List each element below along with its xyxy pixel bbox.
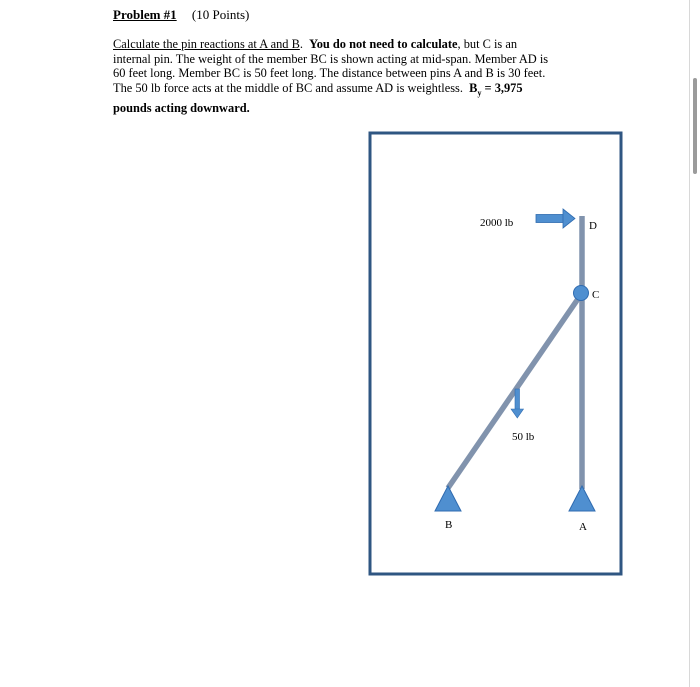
statement-line-5: pounds acting downward. <box>113 100 250 115</box>
label-point-a: A <box>579 521 587 533</box>
pin-c <box>574 286 589 301</box>
statement-line-2: internal pin. The weight of the member BC is shown acting at mid-span. Member AD is <box>113 51 549 66</box>
problem-points: (10 Points) <box>191 7 250 22</box>
horizontal-force-arrow <box>536 209 575 228</box>
statement-line-1: Calculate the pin reactions at A and B. You do not need to calculate, but C is an <box>113 37 518 51</box>
support-b <box>435 486 461 511</box>
statement-task: Calculate the pin reactions at A and B <box>113 37 300 51</box>
problem-statement <box>113 37 603 115</box>
statement-line-3: 60 feet long. Member BC is 50 feet long. The distance between pins A and B is 30 feet. <box>113 66 546 81</box>
label-point-d: D <box>589 220 597 232</box>
frame-diagram <box>368 131 624 576</box>
scrollbar-thumb[interactable] <box>693 78 697 174</box>
label-weight-force: 50 lb <box>512 431 535 443</box>
problem-number: Problem #1 <box>113 7 177 22</box>
problem-heading <box>113 7 249 23</box>
support-a <box>569 486 595 511</box>
given-reaction: $B_y = 3,975$ <box>469 80 523 98</box>
statement-line-4: The 50 lb force acts at the middle of BC and assume AD is weightless. $B_y = 3,975$ <box>113 80 523 98</box>
statement-emphasis: You do not need to calculate <box>309 37 458 51</box>
label-point-b: B <box>445 519 453 531</box>
label-point-c: C <box>592 289 600 301</box>
label-horizontal-force: 2000 lb <box>480 217 514 229</box>
